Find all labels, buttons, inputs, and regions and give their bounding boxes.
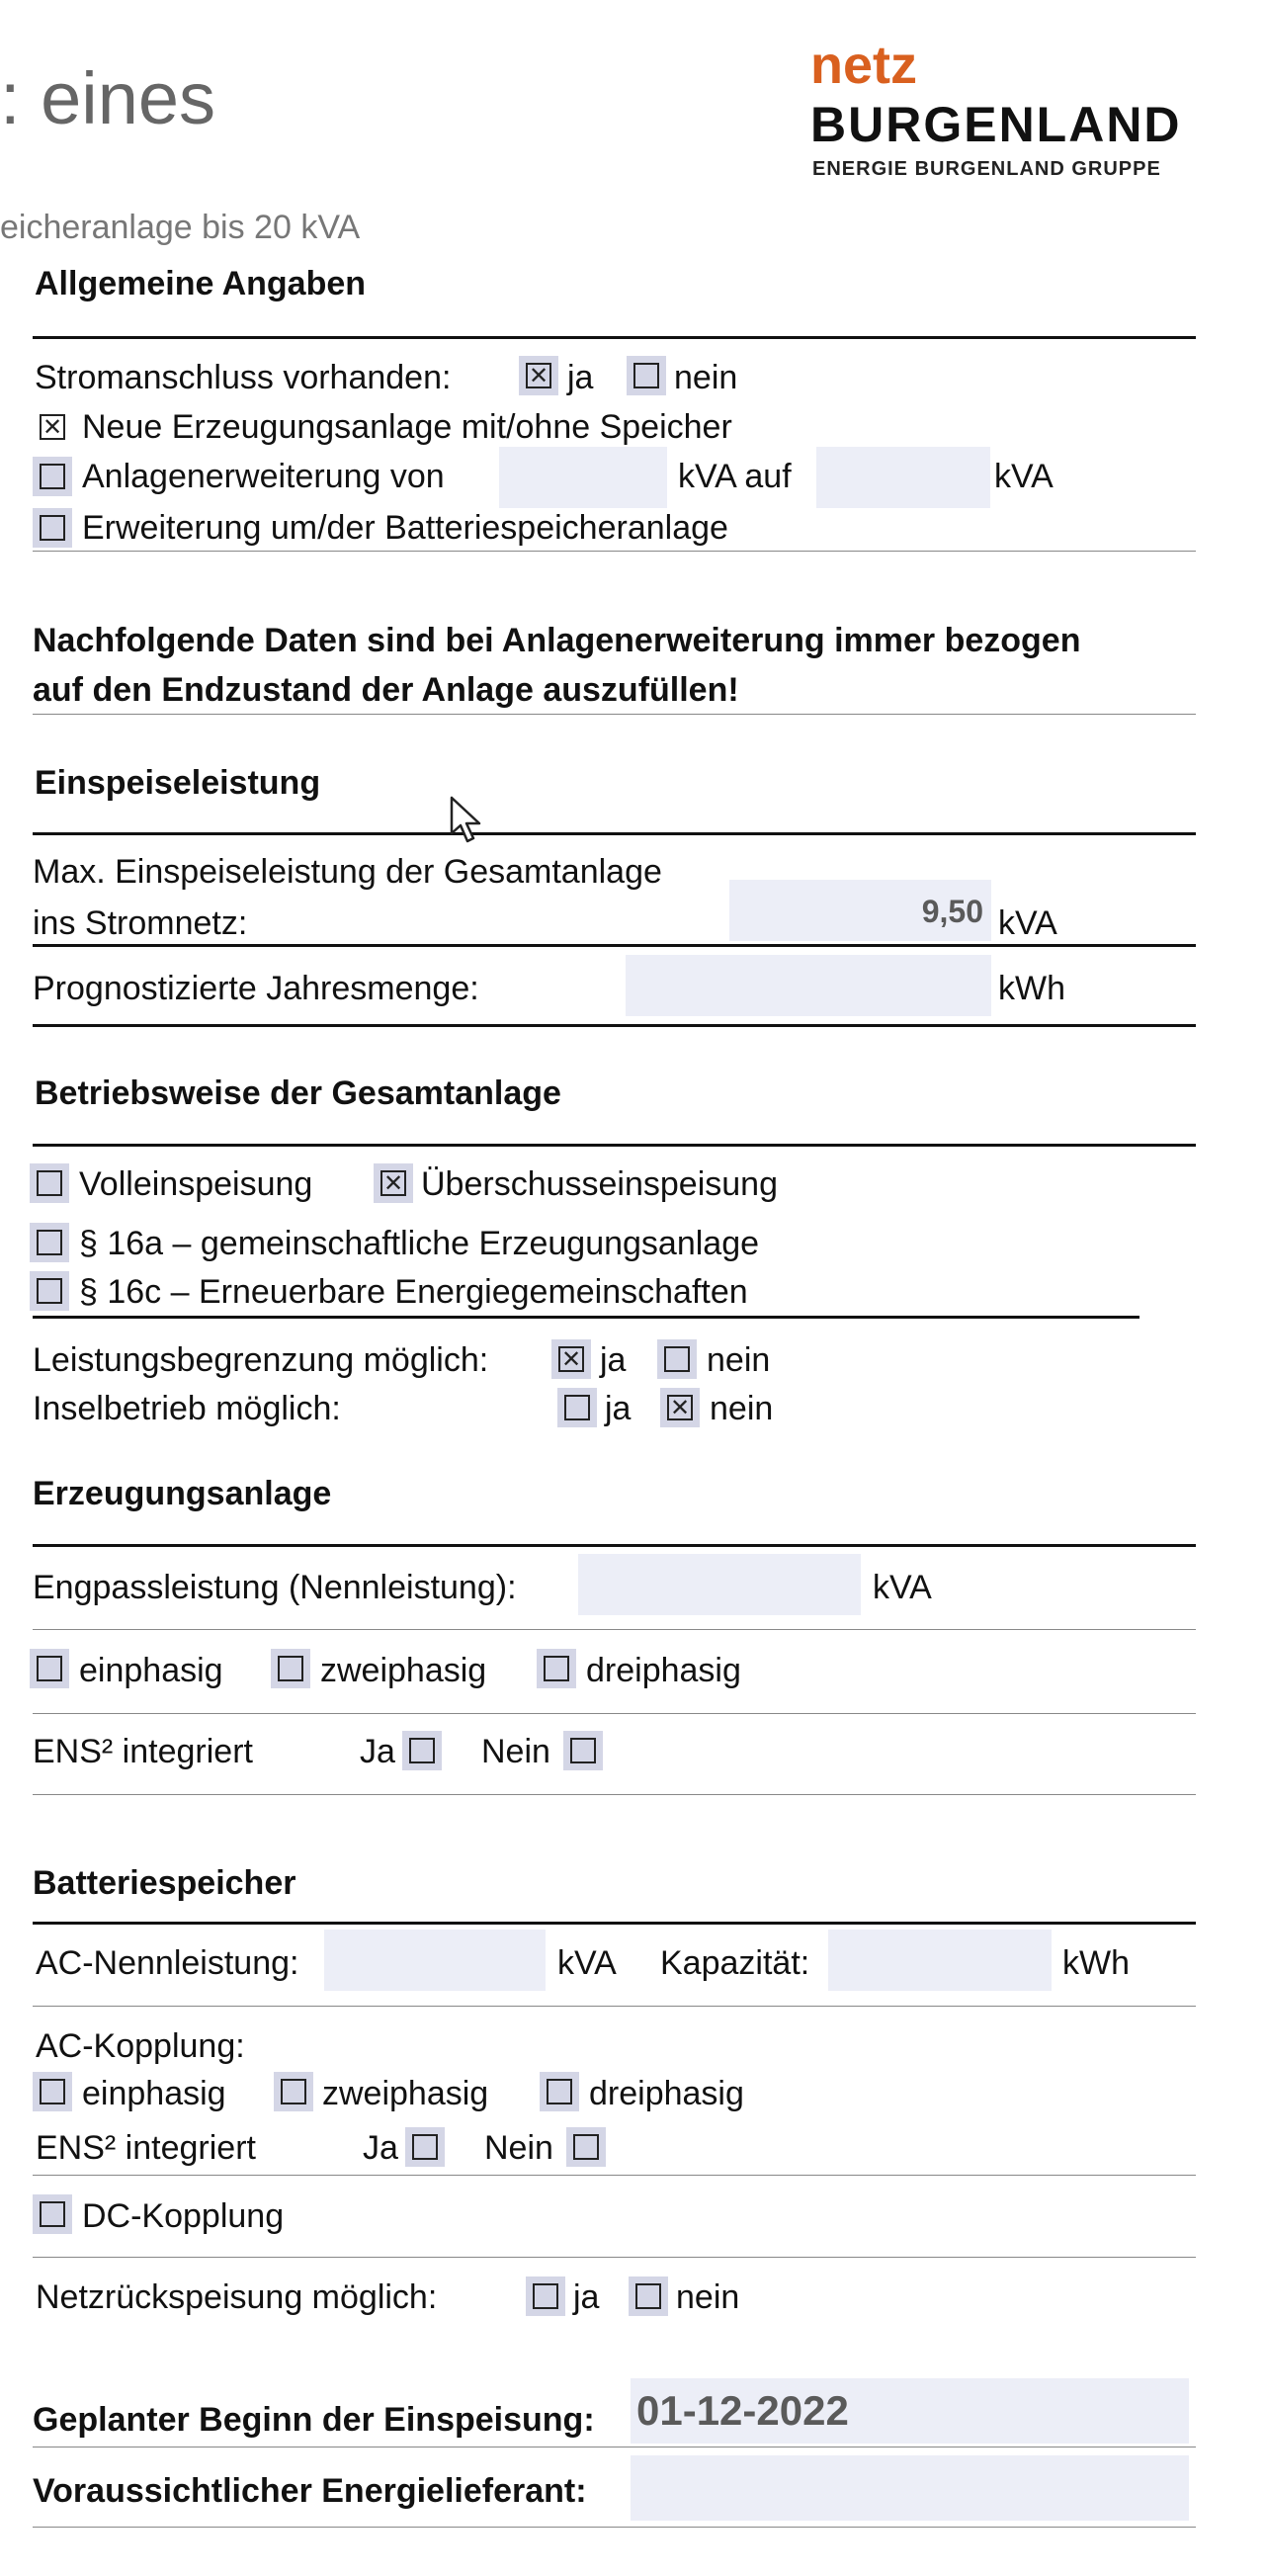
inselbetrieb-nein-label: nein — [710, 1390, 774, 1427]
kapazitaet-field[interactable] — [828, 1930, 1052, 1991]
max-einspeise-field[interactable] — [729, 880, 991, 941]
bat-ens-ja-checkbox[interactable] — [405, 2127, 445, 2167]
section-heading-betrieb: Betriebsweise der Gesamtanlage — [35, 1074, 561, 1112]
bat-ens-label: ENS² integriert — [36, 2129, 256, 2167]
inselbetrieb-nein-checkbox[interactable] — [660, 1388, 700, 1427]
leistungsbegrenzung-nein-label: nein — [707, 1341, 771, 1379]
erz-ens-ja-label: Ja — [360, 1733, 395, 1770]
bat-zweiphasig-checkbox[interactable] — [274, 2072, 313, 2111]
mouse-cursor-icon — [450, 796, 485, 845]
lieferant-field[interactable] — [631, 2455, 1189, 2521]
leistungsbegrenzung-ja-text: ja — [600, 1341, 627, 1379]
ac-nenn-field[interactable] — [324, 1930, 546, 1991]
rueckspeisung-nein-label: nein — [676, 2278, 740, 2316]
notice-line-1: Nachfolgende Daten sind bei Anlagenerweiterung immer bezogen — [33, 622, 1081, 659]
section-heading-allgemein: Allgemeine Angaben — [35, 265, 367, 302]
erweiterung-von-field[interactable] — [499, 447, 667, 508]
erweiterung-von-checkbox[interactable] — [33, 457, 72, 496]
divider — [33, 1544, 1196, 1547]
divider — [33, 336, 1196, 339]
p16c-label: § 16c – Erneuerbare Energiegemeinschaften — [79, 1273, 748, 1311]
bat-dreiphasig-label: dreiphasig — [589, 2075, 744, 2112]
stromanschluss-ja-label: ja — [567, 359, 594, 396]
dc-kopplung-label: DC-Kopplung — [82, 2197, 285, 2235]
leistungsbegrenzung-ja-checkbox[interactable] — [551, 1339, 591, 1379]
kva-unit: kVA — [994, 458, 1054, 495]
divider — [33, 2006, 1196, 2007]
kva-auf-label: kVA auf — [678, 458, 792, 495]
divider — [33, 1316, 1139, 1319]
jahresmenge-field[interactable] — [626, 955, 991, 1016]
document-subtitle: eicheranlage bis 20 kVA — [0, 209, 361, 246]
document-title: : eines — [0, 57, 216, 139]
engpass-field[interactable] — [578, 1554, 861, 1615]
engpass-label: Engpassleistung (Nennleistung): — [33, 1569, 517, 1606]
beginn-value: 01-12-2022 — [636, 2387, 849, 2434]
ac-nenn-label: AC-Nennleistung: — [36, 1944, 299, 1982]
erz-einphasig-label: einphasig — [79, 1652, 223, 1689]
divider — [33, 832, 1196, 835]
beginn-label: Geplanter Beginn der Einspeisung: — [33, 2401, 595, 2439]
erz-zweiphasig-checkbox[interactable] — [271, 1649, 310, 1688]
rueckspeisung-ja-label: ja — [573, 2278, 600, 2316]
p16c-checkbox[interactable] — [30, 1271, 69, 1311]
notice-line-2: auf den Endzustand der Anlage auszufüllen! — [33, 671, 739, 709]
section-heading-batterie: Batteriespeicher — [33, 1864, 296, 1902]
divider — [33, 714, 1196, 715]
rueckspeisung-ja-checkbox[interactable] — [526, 2276, 565, 2316]
ueberschuss-checkbox[interactable] — [374, 1163, 413, 1203]
kapazitaet-unit: kWh — [1062, 1944, 1130, 1982]
p16a-label: § 16a – gemeinschaftliche Erzeugungsanlage — [79, 1225, 760, 1262]
max-einspeise-label-2: ins Stromnetz: — [33, 904, 248, 942]
jahresmenge-unit: kWh — [998, 970, 1065, 1007]
erz-ens-nein-checkbox[interactable] — [563, 1731, 603, 1770]
ac-kopplung-label: AC-Kopplung: — [36, 2027, 245, 2065]
erz-zweiphasig-label: zweiphasig — [320, 1652, 487, 1689]
volleinspeisung-checkbox[interactable] — [30, 1163, 69, 1203]
max-einspeise-label-1: Max. Einspeiseleistung der Gesamtanlage — [33, 853, 662, 891]
stromanschluss-label: Stromanschluss vorhanden: — [35, 359, 452, 396]
leistungsbegrenzung-label: Leistungsbegrenzung möglich: — [33, 1341, 489, 1379]
divider — [33, 1713, 1196, 1714]
bat-zweiphasig-label: zweiphasig — [322, 2075, 489, 2112]
divider — [33, 1024, 1196, 1027]
leistungsbegrenzung-nein-checkbox[interactable] — [657, 1339, 697, 1379]
inselbetrieb-ja-label: ja — [605, 1390, 632, 1427]
dc-kopplung-checkbox[interactable] — [33, 2194, 72, 2234]
inselbetrieb-label: Inselbetrieb möglich: — [33, 1390, 341, 1427]
section-heading-erzeugung: Erzeugungsanlage — [33, 1475, 332, 1512]
stromanschluss-ja-checkbox[interactable] — [519, 356, 558, 395]
divider — [33, 1144, 1196, 1147]
max-einspeise-value: 9,50 — [921, 894, 983, 929]
rueckspeisung-label: Netzrückspeisung möglich: — [36, 2278, 438, 2316]
engpass-unit: kVA — [873, 1569, 932, 1606]
bat-ens-nein-label: Nein — [484, 2129, 553, 2167]
divider — [33, 2175, 1196, 2176]
bat-einphasig-label: einphasig — [82, 2075, 226, 2112]
ac-nenn-unit: kVA — [557, 1944, 617, 1982]
neue-anlage-label: Neue Erzeugungsanlage mit/ohne Speicher — [82, 408, 732, 446]
divider — [33, 2257, 1196, 2258]
beginn-field[interactable] — [631, 2378, 1189, 2444]
erz-einphasig-checkbox[interactable] — [30, 1649, 69, 1688]
divider — [33, 551, 1196, 552]
lieferant-label: Voraussichtlicher Energielieferant: — [33, 2472, 587, 2510]
stromanschluss-nein-checkbox[interactable] — [627, 356, 666, 395]
section-heading-einspeise: Einspeiseleistung — [35, 764, 321, 802]
divider — [33, 944, 1196, 947]
erz-dreiphasig-checkbox[interactable] — [537, 1649, 576, 1688]
jahresmenge-label: Prognostizierte Jahresmenge: — [33, 970, 479, 1007]
volleinspeisung-label: Volleinspeisung — [79, 1165, 313, 1203]
neue-anlage-checkbox[interactable] — [33, 407, 72, 447]
rueckspeisung-nein-checkbox[interactable] — [629, 2276, 668, 2316]
divider — [33, 1629, 1196, 1630]
erz-ens-ja-checkbox[interactable] — [402, 1731, 442, 1770]
divider — [33, 1922, 1196, 1925]
erweiterung-auf-field[interactable] — [816, 447, 990, 508]
divider — [33, 1794, 1196, 1795]
ueberschuss-label: Überschusseinspeisung — [421, 1165, 778, 1203]
erweiterung-batterie-checkbox[interactable] — [33, 508, 72, 548]
bat-einphasig-checkbox[interactable] — [33, 2072, 72, 2111]
divider — [33, 2527, 1196, 2528]
erz-ens-label: ENS² integriert — [33, 1733, 253, 1770]
bat-ens-nein-checkbox[interactable] — [566, 2127, 606, 2167]
bat-ens-ja-label: Ja — [363, 2129, 398, 2167]
erz-dreiphasig-label: dreiphasig — [586, 1652, 741, 1689]
p16a-checkbox[interactable] — [30, 1223, 69, 1262]
inselbetrieb-ja-checkbox[interactable] — [557, 1388, 597, 1427]
max-einspeise-unit: kVA — [998, 904, 1057, 942]
bat-dreiphasig-checkbox[interactable] — [540, 2072, 579, 2111]
erz-ens-nein-label: Nein — [481, 1733, 550, 1770]
erweiterung-batterie-label: Erweiterung um/der Batteriespeicheranlage — [82, 509, 728, 547]
kapazitaet-label: Kapazität: — [660, 1944, 810, 1982]
stromanschluss-nein-label: nein — [674, 359, 738, 396]
erweiterung-von-label: Anlagenerweiterung von — [82, 458, 445, 495]
